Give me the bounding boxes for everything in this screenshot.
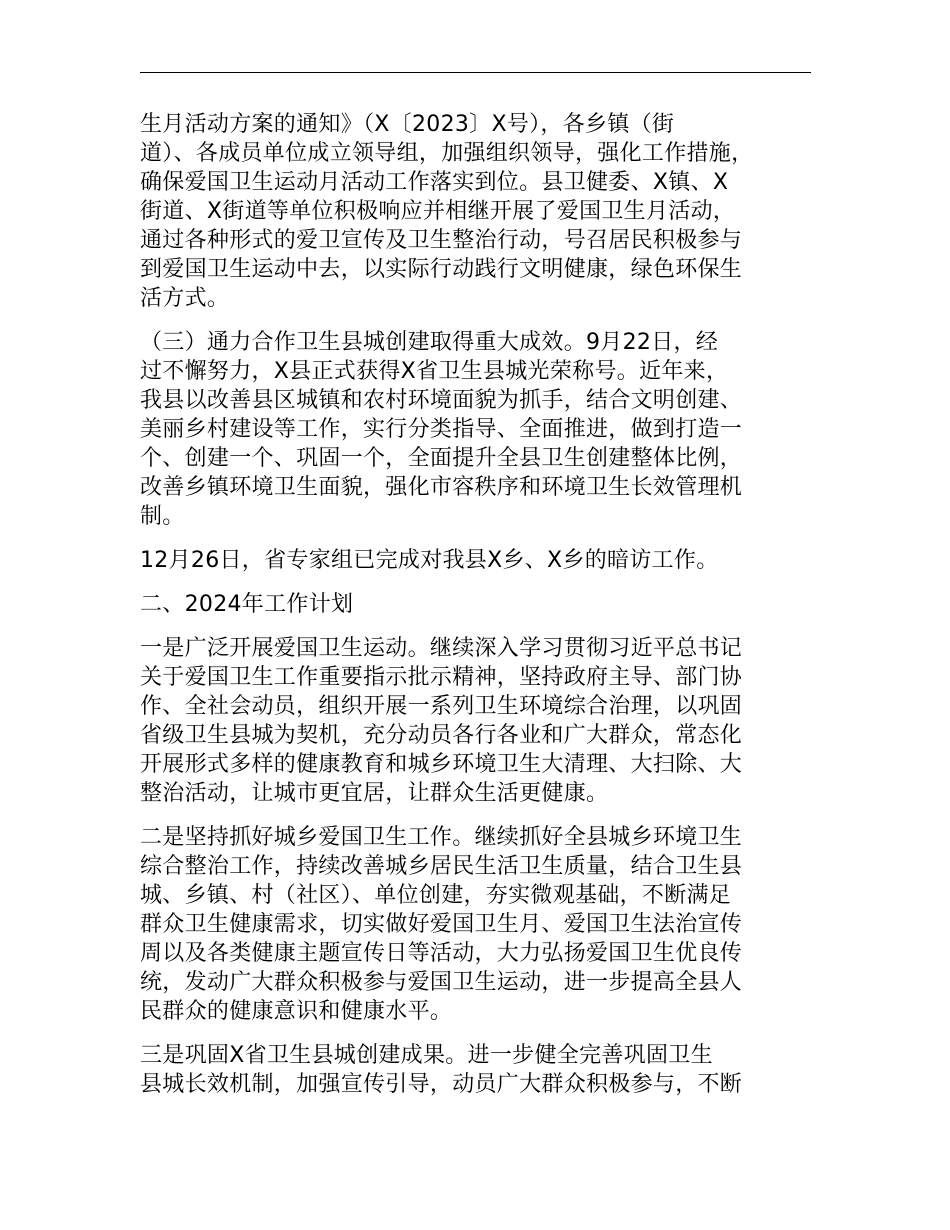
paragraph-county-creation <box>140 328 830 531</box>
text-line: （三）通力合作卫生县城创建取得重大成效。9月22日，经 <box>140 330 719 355</box>
text-line: 综合整治工作，持续改善城乡居民生活卫生质量，结合卫生县 <box>140 854 743 879</box>
heading-line: 二、2024年工作计划 <box>140 592 354 617</box>
text-line: 生月活动方案的通知》（X〔2023〕X号），各乡镇（街 <box>140 112 675 137</box>
text-line: 群众卫生健康需求，切实做好爱国卫生月、爱国卫生法治宣传 <box>140 912 743 937</box>
section-heading-work-plan <box>140 590 830 619</box>
text-line: 作、全社会动员，组织开展一系列卫生环境综合治理，以巩固 <box>140 694 743 719</box>
paragraph-plan-item-2 <box>140 823 830 1026</box>
text-line: 关于爱国卫生工作重要指示批示精神，坚持政府主导、部门协 <box>140 665 743 690</box>
text-line: 三是巩固X省卫生县城创建成果。进一步健全完善巩固卫生 <box>140 1043 713 1068</box>
text-line: 制。 <box>140 504 185 529</box>
text-line: 街道、X街道等单位积极响应并相继开展了爱国卫生月活动， <box>140 199 736 224</box>
text-line: 整治活动，让城市更宜居，让群众生活更健康。 <box>140 781 609 806</box>
text-line: 周以及各类健康主题宣传日等活动，大力弘扬爱国卫生优良传 <box>140 941 743 966</box>
text-line: 个、创建一个、巩固一个，全面提升全县卫生创建整体比例， <box>140 446 743 471</box>
text-line: 一是广泛开展爱国卫生运动。继续深入学习贯彻习近平总书记 <box>140 636 743 661</box>
text-line: 城、乡镇、村（社区）、单位创建，夯实微观基础，不断满足 <box>140 883 732 908</box>
text-line: 我县以改善县区城镇和农村环境面貌为抓手，结合文明创建、 <box>140 388 743 413</box>
text-line: 过不懈努力，X县正式获得X省卫生县城光荣称号。近年来， <box>140 359 729 384</box>
text-line: 开展形式多样的健康教育和城乡环境卫生大清理、大扫除、大 <box>140 752 743 777</box>
text-line: 通过各种形式的爱卫宣传及卫生整治行动，号召居民积极参与 <box>140 228 743 253</box>
text-line: 活方式。 <box>140 286 230 311</box>
paragraph-expert-visit <box>140 546 830 575</box>
text-line: 到爱国卫生运动中去，以实际行动践行文明健康，绿色环保生 <box>140 257 743 282</box>
paragraph-notice-response <box>140 110 830 313</box>
paragraph-plan-item-1 <box>140 634 830 808</box>
text-line: 美丽乡村建设等工作，实行分类指导、全面推进，做到打造一 <box>140 417 743 442</box>
text-line: 道）、各成员单位成立领导组，加强组织领导，强化工作措施， <box>140 141 754 166</box>
text-line: 12月26日，省专家组已完成对我县X乡、X乡的暗访工作。 <box>140 548 719 573</box>
text-line: 统，发动广大群众积极参与爱国卫生运动，进一步提高全县人 <box>140 970 743 995</box>
text-line: 民群众的健康意识和健康水平。 <box>140 999 453 1024</box>
text-line: 省级卫生县城为契机，充分动员各行各业和广大群众，常态化 <box>140 723 743 748</box>
text-line: 确保爱国卫生运动月活动工作落实到位。县卫健委、X镇、X <box>140 170 729 195</box>
document-body <box>140 110 830 1114</box>
header-rule <box>140 72 811 73</box>
text-line: 二是坚持抓好城乡爱国卫生工作。继续抓好全县城乡环境卫生 <box>140 825 743 850</box>
text-line: 改善乡镇环境卫生面貌，强化市容秩序和环境卫生长效管理机 <box>140 475 743 500</box>
text-line: 县城长效机制，加强宣传引导，动员广大群众积极参与，不断 <box>140 1072 743 1097</box>
paragraph-plan-item-3 <box>140 1041 830 1099</box>
